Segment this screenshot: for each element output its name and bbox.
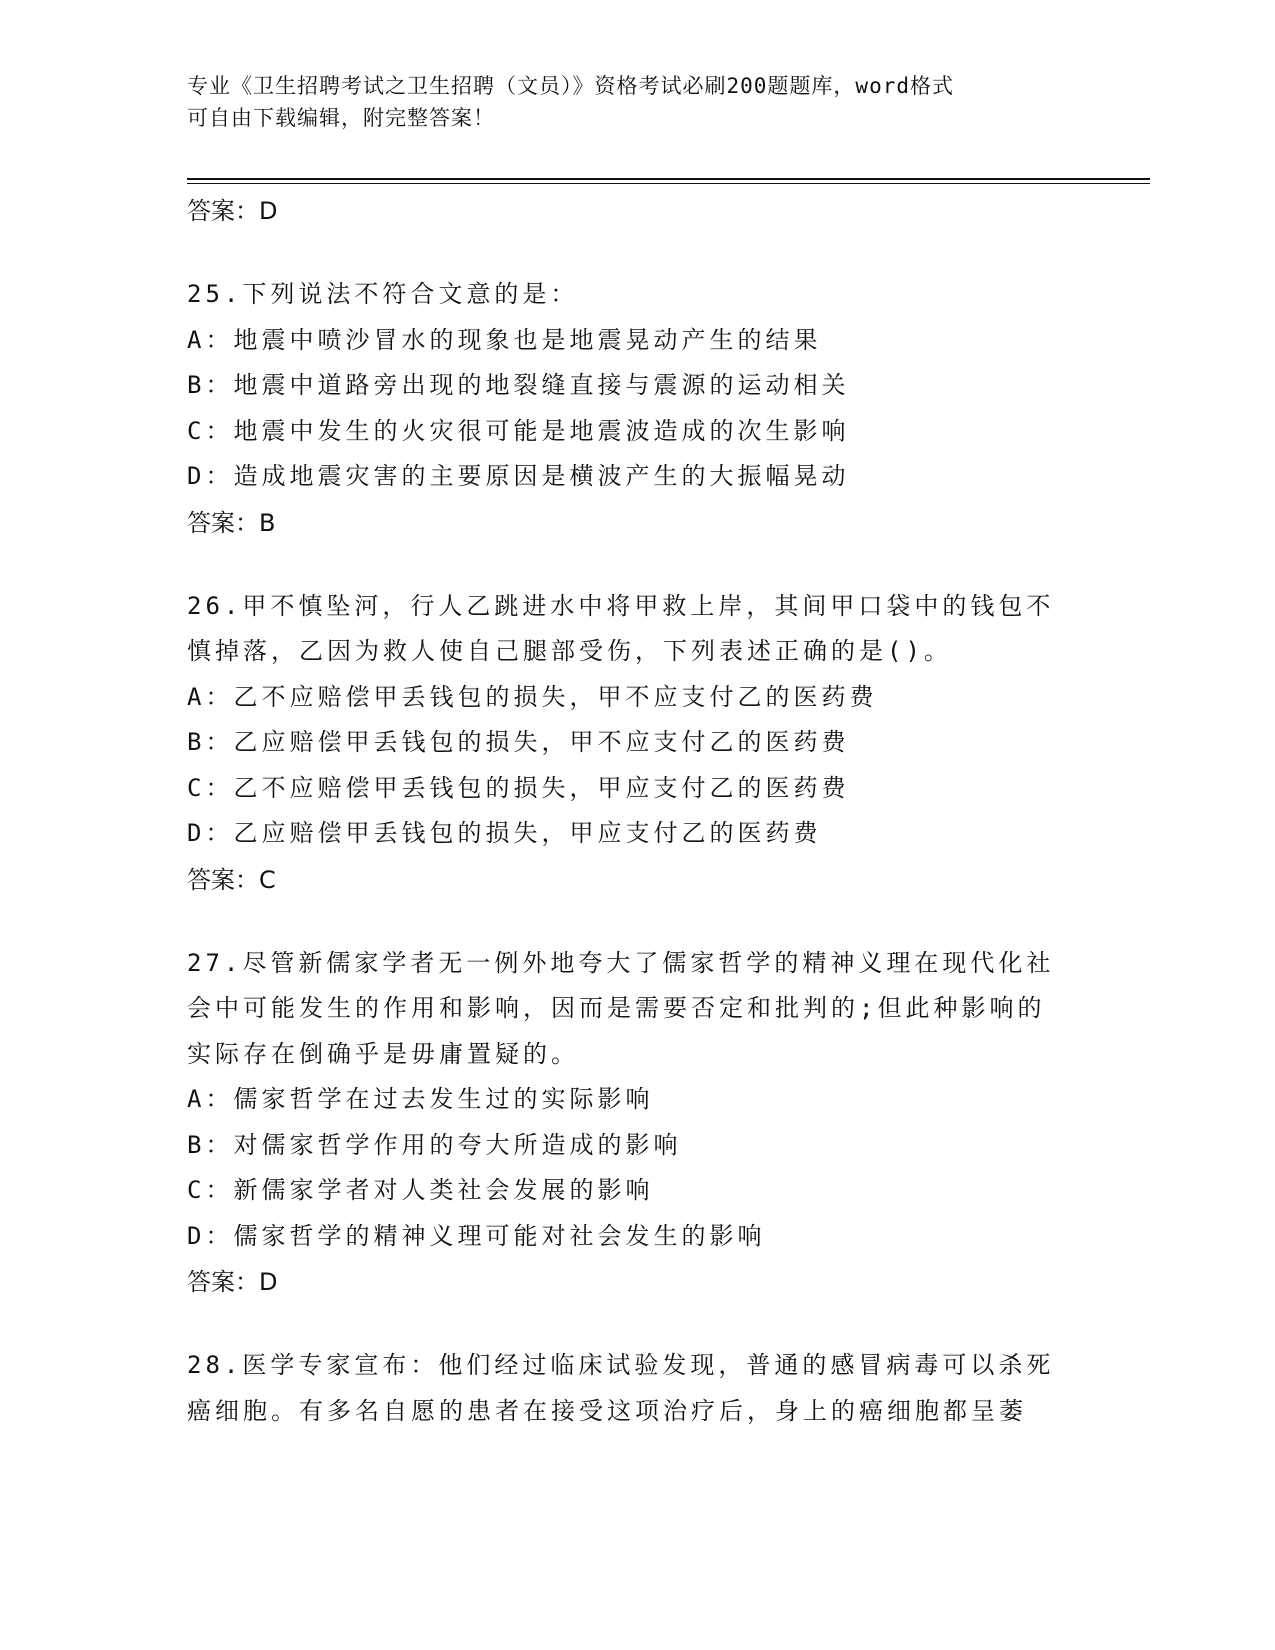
option-d: D：乙应赔偿甲丢钱包的损失，甲应支付乙的医药费 — [187, 819, 822, 847]
option-b: B：对儒家哲学作用的夸大所造成的影响 — [187, 1130, 682, 1159]
option-c: C：新儒家学者对人类社会发展的影响 — [187, 1176, 654, 1204]
option-a: A：儒家哲学在过去发生过的实际影响 — [187, 1085, 654, 1113]
question-text: 28.医学专家宣布：他们经过临床试验发现，普通的感冒病毒可以杀死 — [187, 1351, 1055, 1379]
option-b: B：地震中道路旁出现的地裂缝直接与震源的运动相关 — [187, 371, 850, 399]
question-list — [187, 188, 1087, 1434]
question-25 — [187, 272, 1087, 546]
option-c: C：乙不应赔偿甲丢钱包的损失，甲应支付乙的医药费 — [187, 773, 850, 802]
question-text: 25.下列说法不符合文意的是： — [187, 280, 579, 308]
option-a: A：地震中喷沙冒水的现象也是地震晃动产生的结果 — [187, 325, 822, 354]
option-d: D：造成地震灾害的主要原因是横波产生的大振幅晃动 — [187, 462, 850, 490]
answer-line: 答案：D — [187, 197, 278, 225]
question-text: 27.尽管新儒家学者无一例外地夸大了儒家哲学的精神义理在现代化社 — [187, 948, 1055, 977]
header-line-1: 专业《卫生招聘考试之卫生招聘（文员）》资格考试必刷200题题库，word格式 — [187, 74, 954, 98]
option-b: B：乙应赔偿甲丢钱包的损失，甲不应支付乙的医药费 — [187, 728, 850, 756]
document-header — [187, 70, 1087, 134]
answer-line: 答案：B — [187, 508, 276, 537]
question-text: 癌细胞。有多名自愿的患者在接受这项治疗后，身上的癌细胞都呈萎 — [187, 1396, 1027, 1425]
option-d: D：儒家哲学的精神义理可能对社会发生的影响 — [187, 1221, 766, 1250]
question-text: 慎掉落，乙因为救人使自己腿部受伤，下列表述正确的是()。 — [187, 637, 952, 665]
question-26 — [187, 584, 1087, 903]
option-a: A：乙不应赔偿甲丢钱包的损失，甲不应支付乙的医药费 — [187, 682, 878, 711]
option-c: C：地震中发生的火灾很可能是地震波造成的次生影响 — [187, 416, 850, 445]
answer-line: 答案：C — [187, 865, 276, 894]
answer-line: 答案：D — [187, 1268, 278, 1296]
header-rule-thick — [187, 178, 1150, 180]
question-text: 会中可能发生的作用和影响，因而是需要否定和批判的;但此种影响的 — [187, 994, 1046, 1022]
header-rule-thin — [187, 183, 1150, 184]
question-27 — [187, 941, 1087, 1306]
question-text: 26.甲不慎坠河，行人乙跳进水中将甲救上岸，其间甲口袋中的钱包不 — [187, 591, 1055, 620]
question-28 — [187, 1343, 1087, 1434]
header-line-2: 可自由下载编辑，附完整答案！ — [187, 106, 495, 130]
question-text: 实际存在倒确乎是毋庸置疑的。 — [187, 1039, 579, 1068]
